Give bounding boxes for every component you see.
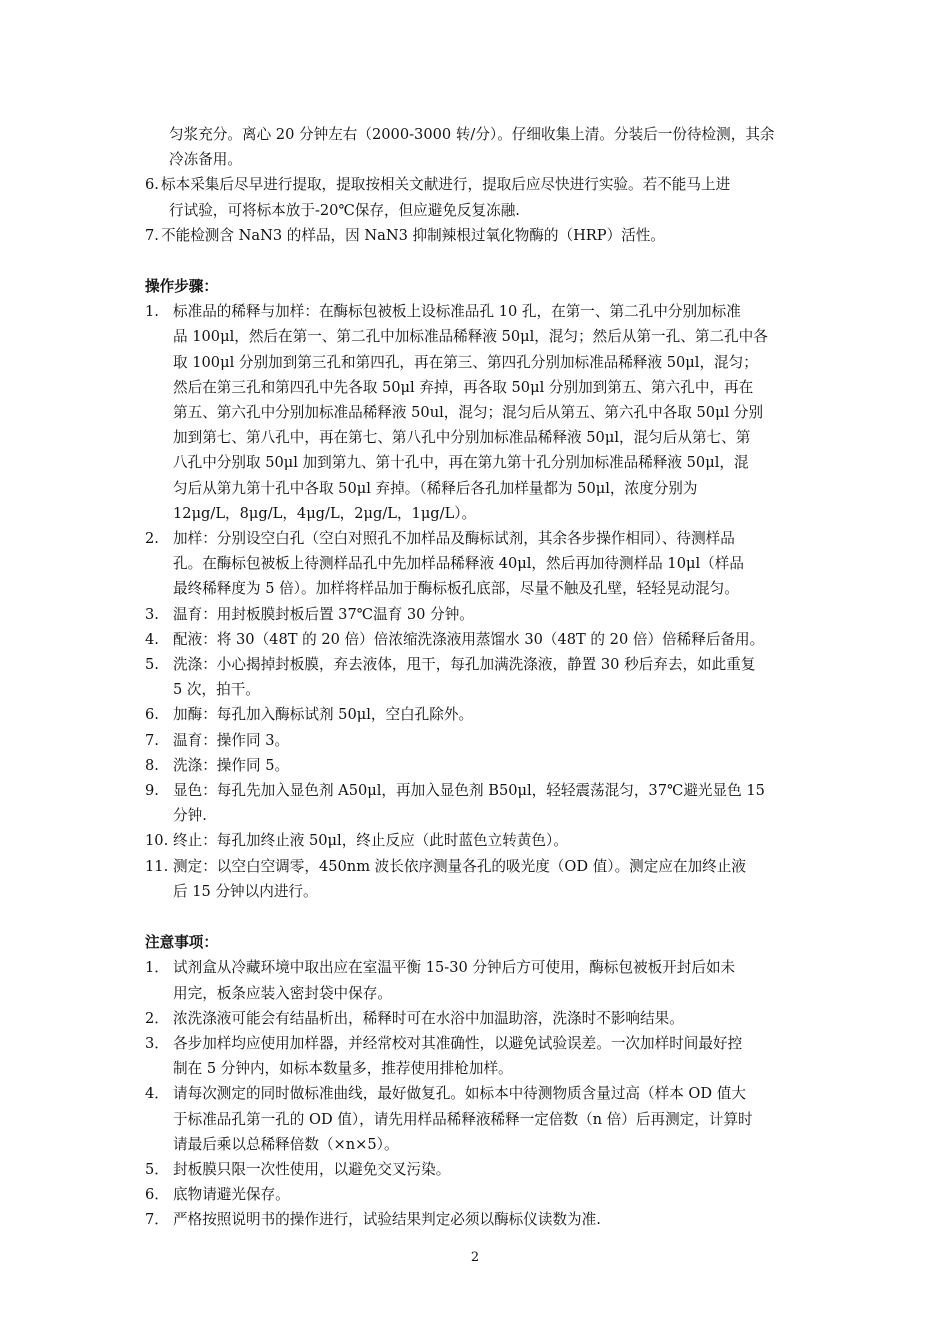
note-number: 2． [145,1009,169,1027]
notes-heading: 注意事项： [145,934,218,952]
text-line: 加样：分别设空白孔（空白对照孔不加样品及酶标试剂，其余各步操作相同）、待测样品 [173,530,735,548]
notes-list [145,955,810,1232]
text-line: 第五、第六孔中分别加标准品稀释液 50ul，混匀；混匀后从第五、第六孔中各取 50μl 分别 [173,404,764,422]
procedure-step [145,753,810,778]
text-line: 用完，板条应装入密封袋中保存。 [173,984,392,1002]
text-line: 浓洗涤液可能会有结晶析出，稀释时可在水浴中加温助溶，洗涤时不影响结果。 [173,1009,684,1027]
procedure-step [145,602,810,627]
note-item [145,1207,810,1232]
intro-section [145,122,810,248]
item-number: 7. [145,226,159,244]
text-line: 匀浆充分。离心 20 分钟左右（2000-3000 转/分）。仔细收集上清。分装后一份待检测，其余 [169,126,775,143]
text-line: 底物请避光保存。 [173,1186,290,1204]
text-line: 不能检测含 NaN3 的样品，因 NaN3 抑制辣根过氧化物酶的（HRP）活性。 [161,226,665,244]
note-item [145,1031,810,1081]
step-number: 2. [145,530,159,548]
text-line: 标准品的稀释与加样：在酶标包被板上设标准品孔 10 孔，在第一、第二孔中分别加标准 [173,303,741,321]
text-line: 5 次，拍干。 [173,681,260,699]
text-line: 12μg/L，8μg/L，4μg/L，2μg/L，1μg/L）。 [173,504,477,522]
procedure-step [145,652,810,702]
intro-item-6 [145,172,810,222]
step-number: 3. [145,605,159,623]
text-line: 温育：操作同 3。 [173,731,290,749]
text-line: 孔。在酶标包被板上待测样品孔中先加样品稀释液 40μl，然后再加待测样品 10μl（样品 [173,555,744,573]
text-line: 品 100μl，然后在第一、第二孔中加标准品稀释液 50μl，混匀；然后从第一孔、第二孔中各 [173,328,768,346]
procedure-heading: 操作步骤： [145,278,218,296]
text-line: 制在 5 分钟内，如标本数量多，推荐使用排枪加样。 [173,1060,513,1078]
text-line: 八孔中分别取 50μl 加到第九、第十孔中，再在第九第十孔分别加标准品稀释液 50μl，混 [173,454,749,472]
text-line: 洗涤：操作同 5。 [173,756,290,774]
text-line: 洗涤：小心揭掉封板膜，弃去液体，甩干，每孔加满洗涤液，静置 30 秒后弃去，如此重复 [173,656,756,674]
text-line: 取 100μl 分别加到第三孔和第四孔，再在第三、第四孔分别加标准品稀释液 50μl，混匀； [173,353,758,371]
note-item [145,1182,810,1207]
step-number: 4. [145,630,159,648]
step-number: 5. [145,656,159,674]
procedure-step [145,828,810,853]
note-number: 4． [145,1085,169,1103]
text-line: 严格按照说明书的操作进行，试验结果判定必须以酶标仪读数为准. [173,1211,601,1229]
procedure-list [145,299,810,904]
text-line: 配液：将 30（48T 的 20 倍）倍浓缩洗涤液用蒸馏水 30（48T 的 20 倍）倍稀释后备用。 [173,630,765,648]
procedure-step [145,778,810,828]
text-line: 标本采集后尽早进行提取，提取按相关文献进行，提取后应尽快进行实验。若不能马上进 [161,176,731,194]
note-number: 6． [145,1186,169,1204]
step-number: 11. [145,857,169,875]
page-number: 2 [470,1250,480,1265]
text-line: 各步加样均应使用加样器，并经常校对其准确性，以避免试验误差。一次加样时间最好控 [173,1034,743,1052]
text-line: 后 15 分钟以内进行。 [173,882,318,900]
note-item [145,1006,810,1031]
text-line: 请每次测定的同时做标准曲线，最好做复孔。如标本中待测物质含量过高（样本 OD 值大 [173,1085,746,1103]
item-number: 6. [145,176,159,194]
procedure-step [145,854,810,904]
text-line: 显色：每孔先加入显色剂 A50μl，再加入显色剂 B50μl，轻轻震荡混匀，37℃避光显色 15 [173,782,765,800]
procedure-step [145,627,810,652]
note-item [145,955,810,1005]
intro-item-7 [145,223,810,248]
note-number: 7． [145,1211,169,1229]
text-line: 封板膜只限一次性使用，以避免交叉污染。 [173,1160,451,1178]
step-number: 7. [145,731,159,749]
note-number: 3． [145,1034,169,1052]
text-line: 最终稀释度为 5 倍）。加样将样品加于酶标板孔底部，尽量不触及孔壁，轻轻晃动混匀。 [173,580,739,598]
step-number: 1. [145,303,159,321]
text-line: 行试验，可将标本放于-20℃保存，但应避免反复冻融. [169,201,520,219]
text-line: 于标准品孔第一孔的 OD 值），请先用样品稀释液稀释一定倍数（n 倍）后再测定，计算时 [173,1110,753,1128]
procedure-step [145,728,810,753]
text-line: 温育：用封板膜封板后置 37℃温育 30 分钟。 [173,605,474,623]
note-item [145,1081,810,1157]
note-number: 5． [145,1160,169,1178]
text-line: 请最后乘以总稀释倍数（×n×5）。 [173,1135,399,1153]
procedure-step [145,526,810,602]
procedure-step [145,299,810,526]
step-number: 10. [145,832,169,850]
step-number: 9. [145,782,159,800]
text-line: 分钟. [173,807,207,825]
text-line: 测定：以空白空调零，450nm 波长依序测量各孔的吸光度（OD 值）。测定应在加终止液 [173,857,746,875]
document-body [145,122,810,1233]
step-number: 6. [145,706,159,724]
note-item [145,1157,810,1182]
procedure-step [145,702,810,727]
step-number: 8. [145,756,159,774]
text-line: 试剂盒从冷藏环境中取出应在室温平衡 15-30 分钟后方可使用，酶标包被板开封后如未 [173,959,736,977]
text-line: 终止：每孔加终止液 50μl，终止反应（此时蓝色立转黄色）。 [173,832,568,850]
note-number: 1． [145,959,169,977]
text-line: 加到第七、第八孔中，再在第七、第八孔中分别加标准品稀释液 50μl，混匀后从第七、第 [173,429,751,447]
text-line: 加酶：每孔加入酶标试剂 50μl，空白孔除外。 [173,706,474,724]
text-line: 然后在第三孔和第四孔中先各取 50μl 弃掉，再各取 50μl 分别加到第五、第六孔中，再在 [173,378,754,396]
text-line: 匀后从第九第十孔中各取 50μl 弃掉。（稀释后各孔加样量都为 50μl，浓度分别为 [173,479,698,497]
text-line: 冷冻备用。 [169,151,242,169]
